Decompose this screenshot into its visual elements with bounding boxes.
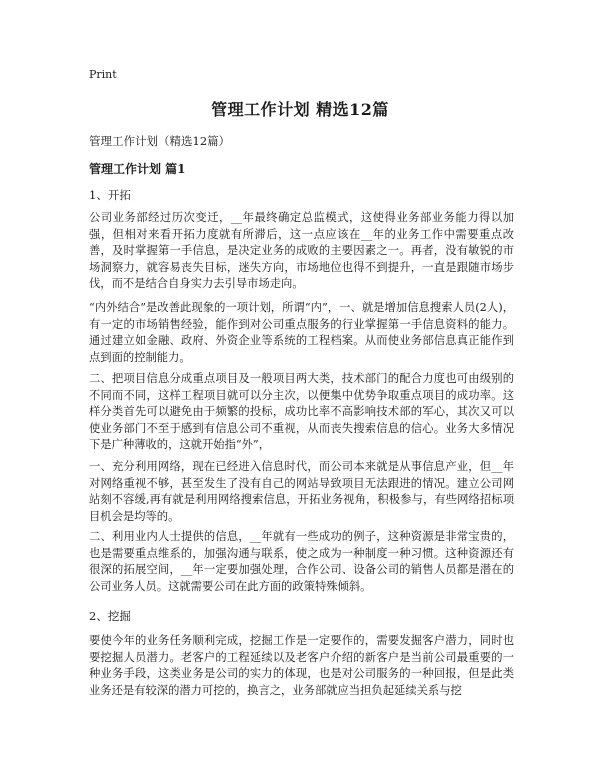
- paragraph: 二、利用业内人士提供的信息，__年就有一些成功的例子，这种资源是非常宝贵的，也是需要重点维系的，加强沟通与联系，使之成为一种制度一种习惯。这种资源还有很深的拓展空间，__年一定要加强处理，合作公司、设备公司的销售人员都是潜在的公司业务人员。这就需要公司在此方面的政策特殊倾斜。: [89, 530, 514, 593]
- paragraph: 公司业务部经过历次变迁，__年最终确定总监模式，这使得业务部业务能力得以加强，但相对来看开拓力度就有所滞后，这一点应该在__年的业务工作中需要重点改善，及时掌握第一手信息，是决定业务的成败的主要因素之一。再者，没有敏锐的市场洞察力，就容易丧失目标，迷失方向，市场地位也得不到提升，一直是跟随市场步伐，而不是结合自身实力去引导市场走向。: [89, 211, 514, 290]
- paragraph: 一、充分利用网络，现在已经进入信息时代，而公司本来就是从事信息产业，但__年对网络重视不够，甚至发生了没有自己的网站导致项目无法跟进的情况。建立公司网站刻不容缓,再有就是利用网络搜索信息，开拓业务视角，积极参与，有些网络招标项目机会是均等的。: [89, 460, 514, 523]
- subheading-dig: 2、挖掘: [89, 609, 131, 623]
- paragraph: “内外结合”是改善此现象的一项计划，所谓“内”，一、就是增加信息搜索人员(2人)，有一定的市场销售经验，能作到对公司重点服务的行业掌握第一手信息资料的能力。通过建立如金融、政府、外资企业等系统的工程档案。从而使业务部信息真正能作到点到面的控制能力。: [89, 301, 514, 364]
- paragraph: 要使今年的业务任务顺利完成，挖掘工作是一定要作的，需要发掘客户潜力，同时也要挖掘人员潜力。老客户的工程延续以及老客户介绍的新客户是当前公司最重要的一种业务手段，这类业务是公司的实力的体现，也是对公司服务的一种回报，但是此类业务还是有较深的潜力可挖的，换言之，业务部就应当担负起延续关系与挖: [89, 634, 514, 697]
- section-heading: 管理工作计划 篇1: [89, 162, 186, 176]
- subheading-expand: 1、开拓: [89, 188, 131, 202]
- document-title: 管理工作计划 精选12篇: [211, 100, 389, 119]
- paragraph: 二、把项目信息分成重点项目及一般项目两大类，技术部门的配合力度也可由级别的不同而不同，这样工程项目就可以分主次，以便集中优势争取重点项目的成功率。这样分类首先可以避免由于频繁的投标，成功比率不高影响技术部的军心，其次又可以使业务部门不至于感到有信息公司不重视，从而丧失搜索信息的信心。业务大多情况下是广种薄收的，这就开始指“外”，: [89, 372, 514, 451]
- document-subtitle: 管理工作计划（精选12篇）: [89, 134, 231, 148]
- print-link[interactable]: Print: [89, 68, 117, 81]
